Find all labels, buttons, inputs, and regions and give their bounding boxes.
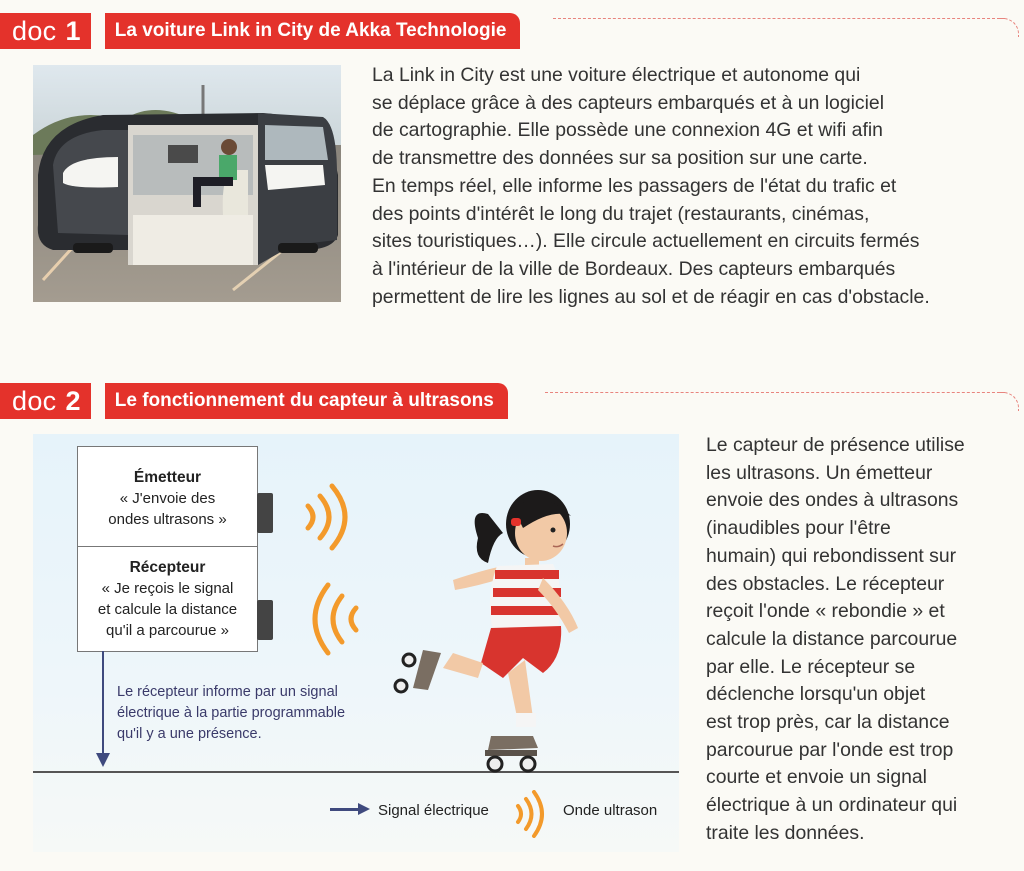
doc1-paragraph: La Link in City est une voiture électrique et autonome qui se déplace grâce à des capteurs embarqués et à un logiciel de cartographie. Elle possède une connexion 4G et wifi afin de transmettre des données sur sa position sur une carte. En temps réel, elle informe les passagers de l'état du trafic et des points d'intérêt le long du trajet (restaurants, cinémas, sites touristiques…). Elle circule actuellement en circuits fermés à l'intérieur de la ville de Bordeaux. Des capteurs embarqués permettent de lire les lignes au sol et de réagir en cas d'obstacle. — [372, 64, 930, 308]
doc1-divider-corner — [1000, 18, 1019, 37]
signal-arrow-head-icon — [96, 753, 110, 767]
doc1-tag-label: doc — [12, 15, 57, 46]
doc2-header — [0, 383, 508, 419]
emitter-label: Émetteur — [133, 469, 202, 486]
car-photo — [33, 65, 341, 302]
emitter-box — [77, 446, 258, 547]
receiver-text: « Je reçois le signal et calcule la distance qu'il a parcourue » — [97, 580, 238, 639]
doc1-divider — [553, 18, 1005, 19]
legend-arrow-icon — [330, 808, 360, 811]
signal-arrow-line — [102, 651, 104, 755]
legend-ultrasound-wave: Onde ultrason — [563, 802, 658, 819]
reflected-wave-icon — [298, 582, 368, 657]
emitter-text: « J'envoie des ondes ultrasons » — [108, 490, 227, 528]
legend-arrow-head-icon — [358, 803, 370, 815]
doc1-header — [0, 13, 520, 49]
girl-on-roller-skates — [393, 478, 603, 778]
doc1-tag — [0, 13, 91, 49]
doc2-divider — [545, 392, 1005, 393]
receiver-info-text: Le récepteur informe par un signal électrique à la partie programmable qu'il y a une présence. — [117, 684, 346, 742]
legend-wave-icon — [512, 790, 552, 838]
doc1-tag-number: 1 — [65, 15, 81, 46]
doc2-title: Le fonctionnement du capteur à ultrasons — [105, 383, 508, 419]
doc2-tag-label: doc — [12, 385, 57, 416]
doc2-tag-number: 2 — [65, 385, 81, 416]
emitted-wave-icon — [296, 482, 366, 552]
doc1-title: La voiture Link in City de Akka Technologie — [105, 13, 521, 49]
doc2-paragraph: Le capteur de présence utilise les ultrasons. Un émetteur envoie des ondes à ultrasons (inaudibles pour l'être humain) qui rebondissent sur des obstacles. Le récepteur reçoit l'onde « rebondie » et calcule la distance parcourue par elle. Le récepteur se déclenche lorsqu'un objet est trop près, car la distance parcourue par l'onde est trop courte et envoie un signal électrique à un ordinateur qui traite les données. — [706, 434, 965, 844]
receiver-sensor-icon — [257, 600, 273, 640]
emitter-sensor-icon — [257, 493, 273, 533]
legend-electric-signal: Signal électrique — [378, 802, 489, 819]
receiver-label: Récepteur — [129, 559, 206, 576]
receiver-box — [77, 546, 258, 652]
doc2-tag — [0, 383, 91, 419]
doc2-divider-corner — [1000, 392, 1019, 411]
